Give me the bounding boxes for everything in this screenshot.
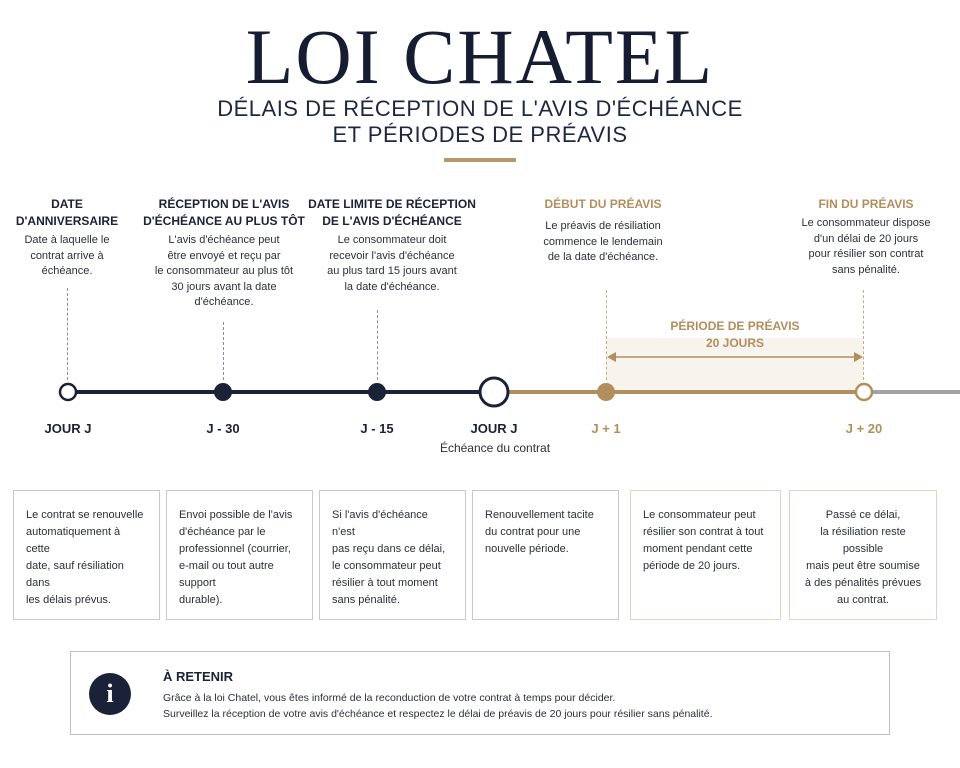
box-line: la résiliation reste possible: [820, 526, 906, 555]
box-line: au contrat.: [837, 594, 889, 606]
marker-j-plus-20: [856, 384, 872, 400]
desc-line: Le consommateur doit: [337, 234, 447, 246]
desc-line: recevoir l'avis d'échéance: [329, 249, 455, 262]
takeaway-title: À RETENIR: [163, 669, 234, 684]
box-line: Le consommateur peut: [643, 509, 756, 521]
desc-line: sans pénalité.: [832, 263, 900, 276]
box-line: Le contrat se renouvelle: [26, 509, 144, 521]
box-line: date, sauf résiliation dans: [26, 560, 124, 589]
milestone-heading: D'ÉCHÉANCE AU PLUS TÔT: [143, 214, 305, 228]
box-line: Passé ce délai,: [825, 509, 901, 521]
box-line: Envoi possible de l'avis: [179, 509, 293, 521]
milestone-earliest-notice: [129, 196, 319, 311]
info-box-after-deadline: [789, 490, 937, 620]
desc-line: 30 jours avant la date: [171, 280, 277, 293]
info-box-missing-notice: [319, 490, 466, 620]
takeaway-line: Grâce à la loi Chatel, vous êtes informé de la reconduction de votre contrat à temps pour décider.: [163, 692, 616, 704]
marker-jour-j-echeance: [480, 378, 508, 406]
milestone-description: [508, 219, 698, 266]
desc-line: commence le lendemain: [543, 235, 663, 248]
milestone-heading: DATE: [51, 197, 83, 211]
marker-j-30: [214, 383, 232, 401]
milestone-heading: D'ANNIVERSAIRE: [15, 214, 119, 228]
marker-label: J + 1: [591, 421, 621, 436]
box-line: automatiquement à cette: [26, 526, 121, 555]
desc-line: la date d'échéance.: [344, 280, 440, 293]
marker-label: JOUR J: [470, 421, 518, 436]
box-line: nouvelle période.: [485, 543, 569, 555]
box-line: pas reçu dans ce délai,: [332, 543, 446, 555]
marker-label: J + 20: [845, 421, 883, 436]
box-line: professionnel (courrier,: [179, 543, 291, 555]
info-icon: i: [89, 673, 131, 715]
marker-sublabel: Échéance du contrat: [439, 441, 551, 455]
milestone-notice-start: [508, 196, 698, 266]
box-line: sans pénalité.: [332, 594, 400, 606]
desc-line: pour résilier son contrat: [808, 248, 924, 260]
info-box-cancellation: [630, 490, 781, 620]
milestone-heading: DE L'AVIS D'ÉCHÉANCE: [322, 214, 462, 228]
desc-line: de la date d'échéance.: [547, 251, 659, 263]
title-underline: [444, 158, 516, 162]
marker-label: JOUR J: [44, 421, 92, 436]
desc-line: contrat arrive à: [30, 249, 104, 262]
milestone-heading: RÉCEPTION DE L'AVIS: [158, 197, 290, 211]
marker-jour-j-start: [60, 384, 76, 400]
desc-line: au plus tard 15 jours avant: [327, 265, 457, 277]
info-box-anniversary: [13, 490, 160, 620]
milestone-description: [129, 233, 319, 311]
marker-label: J - 30: [206, 421, 240, 436]
box-line: le consommateur peut: [332, 560, 441, 572]
info-box-sending: [166, 490, 313, 620]
desc-line: L'avis d'échéance peut: [168, 234, 280, 246]
page-subtitle: [0, 96, 960, 148]
box-line: d'échéance par le: [179, 526, 266, 538]
box-line: mais peut être soumise: [806, 560, 920, 572]
box-line: moment pendant cette: [643, 543, 753, 555]
box-line: Renouvellement tacite: [485, 509, 594, 521]
box-line: les délais prévus.: [26, 594, 111, 606]
box-line: du contrat pour une: [485, 526, 581, 538]
milestone-latest-notice: [297, 196, 487, 295]
period-title: PÉRIODE DE PRÉAVIS: [670, 319, 800, 333]
milestone-heading: DATE LIMITE DE RÉCEPTION: [308, 197, 476, 211]
marker-label: J - 15: [360, 421, 394, 436]
box-line: résilier à tout moment: [332, 577, 438, 589]
box-line: e-mail ou tout autre support: [179, 560, 274, 589]
subtitle-line-2: ET PÉRIODES DE PRÉAVIS: [332, 122, 628, 147]
box-line: Si l'avis d'échéance n'est: [332, 509, 428, 538]
desc-line: Le consommateur dispose: [801, 217, 931, 229]
desc-line: le consommateur au plus tôt: [154, 265, 294, 277]
page-title: LOI CHATEL: [245, 13, 715, 100]
marker-j-15: [368, 383, 386, 401]
takeaway-line: Surveillez la réception de votre avis d'échéance et respectez le délai de préavis de 20 jours pour résilier sans pénalité.: [163, 708, 713, 720]
desc-line: Le préavis de résiliation: [545, 220, 661, 232]
subtitle-line-1: DÉLAIS DE RÉCEPTION DE L'AVIS D'ÉCHÉANCE: [217, 96, 743, 121]
desc-line: échéance.: [41, 265, 93, 277]
info-box-renewal: [472, 490, 619, 620]
desc-line: d'un délai de 20 jours: [813, 232, 919, 245]
desc-line: d'échéance.: [194, 296, 254, 308]
milestone-heading: DÉBUT DU PRÉAVIS: [544, 197, 662, 211]
milestone-heading: FIN DU PRÉAVIS: [818, 197, 914, 211]
box-line: résilier son contrat à tout: [643, 526, 764, 538]
period-duration: 20 JOURS: [705, 336, 765, 350]
notice-period-label: [606, 318, 864, 352]
desc-line: être envoyé et reçu par: [167, 249, 281, 262]
marker-j-plus-1: [597, 383, 615, 401]
key-takeaway-panel: [70, 651, 890, 735]
box-line: à des pénalités prévues: [804, 577, 922, 589]
milestone-description: [297, 233, 487, 295]
milestone-description: [771, 216, 960, 278]
timeline: [0, 300, 960, 410]
box-line: durable).: [179, 594, 223, 606]
box-line: période de 20 jours.: [643, 560, 741, 572]
milestone-notice-end: [771, 196, 960, 278]
desc-line: Date à laquelle le: [24, 234, 110, 246]
